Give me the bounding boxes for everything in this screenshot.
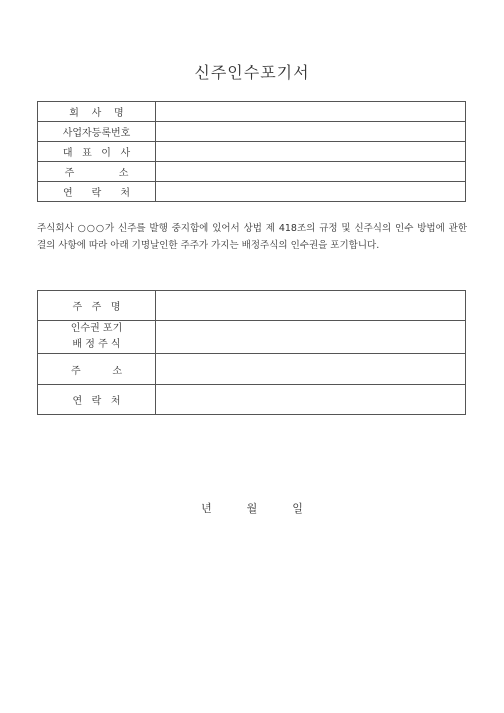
- business-number-field[interactable]: [156, 122, 466, 142]
- waived-shares-label: [38, 321, 156, 354]
- shareholder-name-label: 주 주 명: [38, 291, 156, 321]
- ceo-label: 대 표 이 사: [38, 142, 156, 162]
- business-number-label: 사업자등록번호: [38, 122, 156, 142]
- table-row: [38, 162, 466, 182]
- table-row: [38, 102, 466, 122]
- waived-shares-label-line2: 배 정 주 식: [72, 339, 121, 350]
- waived-shares-field[interactable]: [156, 321, 466, 354]
- shareholder-address-field[interactable]: [156, 354, 466, 385]
- table-row: [38, 321, 466, 354]
- shareholder-contact-label: 연 락 처: [38, 385, 156, 415]
- ceo-field[interactable]: [156, 142, 466, 162]
- shareholder-name-field[interactable]: [156, 291, 466, 321]
- waived-shares-label-line1: 인수권 포기: [70, 323, 123, 334]
- company-address-label: 주 소: [38, 162, 156, 182]
- shareholder-address-label: 주 소: [38, 354, 156, 385]
- table-row: [38, 142, 466, 162]
- company-contact-label: 연 락 처: [38, 182, 156, 202]
- company-address-field[interactable]: [156, 162, 466, 182]
- table-row: [38, 122, 466, 142]
- document-title: 신주인수포기서: [194, 63, 310, 82]
- company-name-label: 회 사 명: [38, 102, 156, 122]
- table-row: [38, 291, 466, 321]
- table-row: [38, 182, 466, 202]
- company-contact-field[interactable]: [156, 182, 466, 202]
- company-info-table: [37, 101, 466, 202]
- waiver-statement: 주식회사 ○○○가 신주를 발행 중지함에 있어서 상법 제 418조의 규정 및 신주식의 인수 방법에 관한 결의 사항에 따라 아래 기명날인한 주주가 가지는 배정주식의 인수권을 포기합니다.: [37, 223, 467, 251]
- company-name-field[interactable]: [156, 102, 466, 122]
- date-line: 년 월 일: [201, 502, 303, 515]
- table-row: [38, 385, 466, 415]
- shareholder-info-table: [37, 290, 466, 415]
- shareholder-contact-field[interactable]: [156, 385, 466, 415]
- table-row: [38, 354, 466, 385]
